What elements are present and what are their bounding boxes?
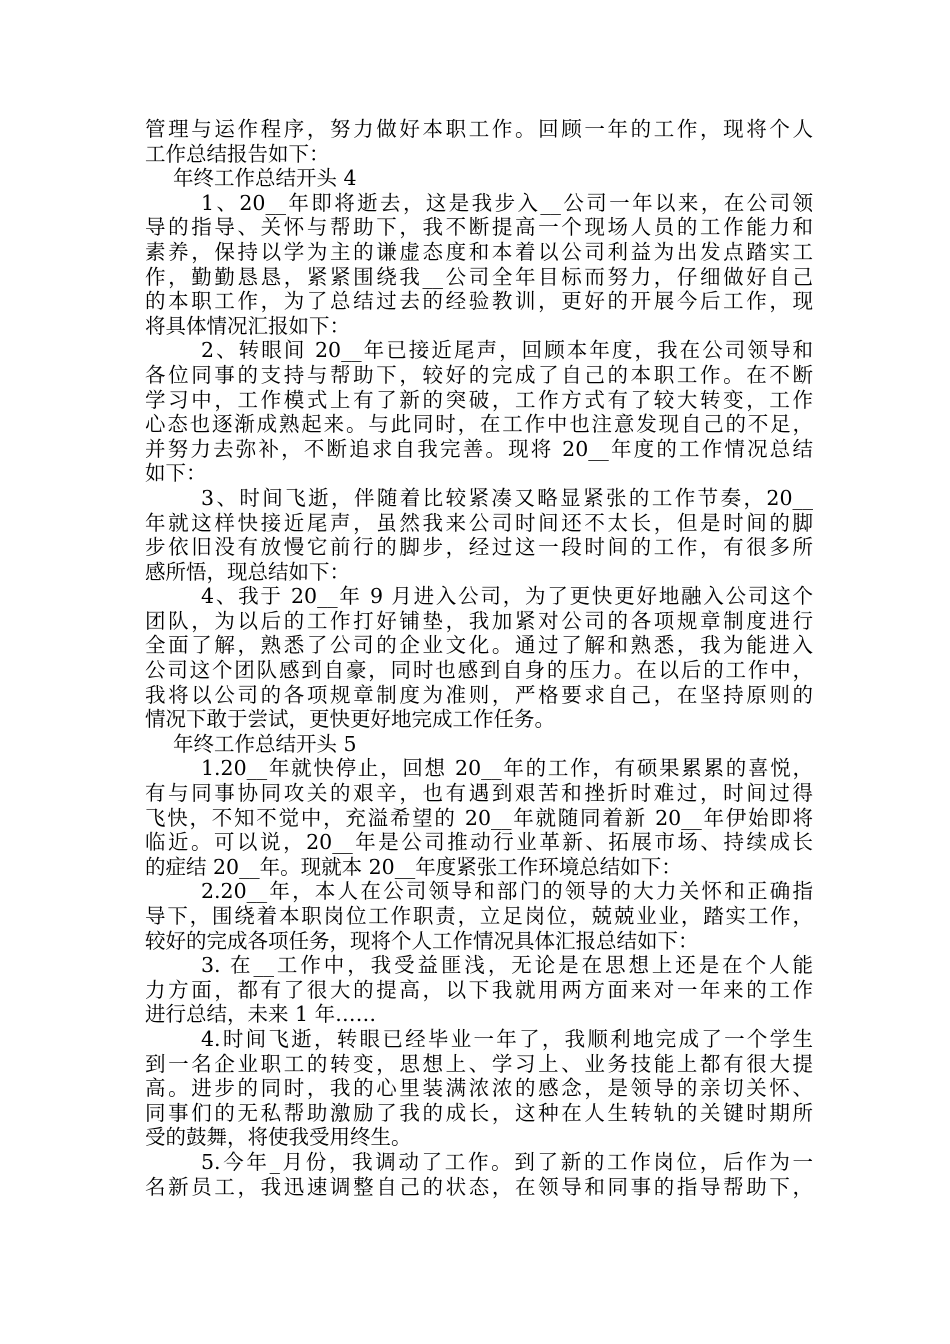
text-line: 管理与运作程序，努力做好本职工作。回顾一年的工作，现将个人 [145, 117, 813, 141]
text-line: 如下： [145, 461, 207, 486]
text-line: 高。进步的同时，我的心里装满浓浓的感念，是领导的亲切关怀、 [145, 1076, 813, 1101]
text-line: 2、转眼间 20__年已接近尾声，回顾本年度，我在公司领导和 [201, 338, 813, 363]
text-line: 年就这样快接近尾声，虽然我来公司时间还不太长，但是时间的脚 [145, 510, 813, 535]
text-line: 3、时间飞逝，伴随着比较紧凑又略显紧张的工作节奏，20__ [201, 485, 813, 510]
text-line: 2.20__年，本人在公司领导和部门的领导的大力关怀和正确指 [201, 879, 813, 904]
text-line: 4、我于 20__年 9 月进入公司，为了更快更好地融入公司这个 [201, 584, 813, 609]
text-line: 团队，为以后的工作打好铺垫，我加紧对公司的各项规章制度进行 [145, 608, 813, 633]
text-line: 我将以公司的各项规章制度为准则，严格要求自己，在坚持原则的 [145, 682, 813, 707]
text-line: 3. 在__工作中，我受益匪浅，无论是在思想上还是在个人能 [201, 953, 813, 978]
text-line: 飞快，不知不觉中，充溢希望的 20__年就随同着新 20__年伊始即将 [145, 805, 813, 830]
text-line: 感所悟，现总结如下： [145, 559, 350, 584]
text-line: 工作总结报告如下： [145, 141, 330, 166]
text-line: 学习中，工作模式上有了新的突破，工作方式有了较大转变，工作 [145, 387, 813, 412]
text-line: 作，勤勤恳恳，紧紧围绕我__公司全年目标而努力，仔细做好自己 [145, 264, 813, 289]
text-line: 力方面，都有了很大的提高，以下我就用两方面来对一年来的工作 [145, 977, 813, 1002]
text-line: 同事们的无私帮助激励了我的成长，这种在人生转轨的关键时期所 [145, 1100, 813, 1125]
text-line: 到一名企业职工的转变，思想上、学习上、业务技能上都有很大提 [145, 1051, 813, 1076]
text-line: 步依旧没有放慢它前行的脚步，经过这一段时间的工作，有很多所 [145, 535, 813, 560]
text-line: 情况下敢于尝试，更快更好地完成工作任务。 [145, 707, 555, 732]
text-line: 的症结 20__年。现就本 20__年度紧张工作环境总结如下： [145, 854, 682, 879]
text-line: 4.时间飞逝，转眼已经毕业一年了，我顺利地完成了一个学生 [201, 1026, 813, 1051]
text-line: 的本职工作，为了总结过去的经验教训，更好的开展今后工作，现 [145, 289, 813, 314]
text-line: 受的鼓舞，将使我受用终生。 [145, 1125, 412, 1150]
text-line: 临近。可以说，20__年是公司推动行业革新、拓展市场、持续成长 [145, 830, 813, 855]
text-line: 名新员工，我迅速调整自己的状态，在领导和同事的指导帮助下， [145, 1174, 813, 1199]
document-body [145, 117, 813, 1199]
text-line: 全面了解，熟悉了公司的企业文化。通过了解和熟悉，我为能进入 [145, 633, 813, 658]
text-line: 1.20__年就快停止，回想 20__年的工作，有硕果累累的喜悦， [201, 756, 813, 781]
text-line: 导下，围绕着本职岗位工作职责，立足岗位，兢兢业业，踏实工作， [145, 904, 813, 928]
text-line: 公司这个团队感到自豪，同时也感到自身的压力。在以后的工作中， [145, 658, 813, 683]
text-line: 5.今年_月份，我调动了工作。到了新的工作岗位，后作为一 [201, 1149, 813, 1174]
text-line: 素养，保持以学为主的谦虚态度和本着以公司利益为出发点踏实工 [145, 239, 813, 264]
text-line: 较好的完成各项任务，现将个人工作情况具体汇报总结如下： [145, 928, 699, 953]
text-line: 各位同事的支持与帮助下，较好的完成了自己的本职工作。在不断 [145, 362, 813, 387]
section-heading: 年终工作总结开头 4 [173, 166, 357, 191]
text-line: 有与同事协同攻关的艰辛，也有遇到艰苦和挫折时难过，时间过得 [145, 781, 813, 806]
text-line: 心态也逐渐成熟起来。与此同时，在工作中也注意发现自己的不足， [145, 412, 813, 437]
section-heading: 年终工作总结开头 5 [173, 731, 357, 756]
text-line: 导的指导、关怀与帮助下，我不断提高一个现场人员的工作能力和 [145, 215, 813, 240]
text-line: 并努力去弥补，不断追求自我完善。现将 20__年度的工作情况总结 [145, 436, 813, 461]
text-line: 进行总结，未来 1 年…… [145, 1002, 377, 1027]
text-line: 1、20__年即将逝去，这是我步入__公司一年以来，在公司领 [201, 190, 813, 215]
text-line: 将具体情况汇报如下： [145, 313, 350, 338]
